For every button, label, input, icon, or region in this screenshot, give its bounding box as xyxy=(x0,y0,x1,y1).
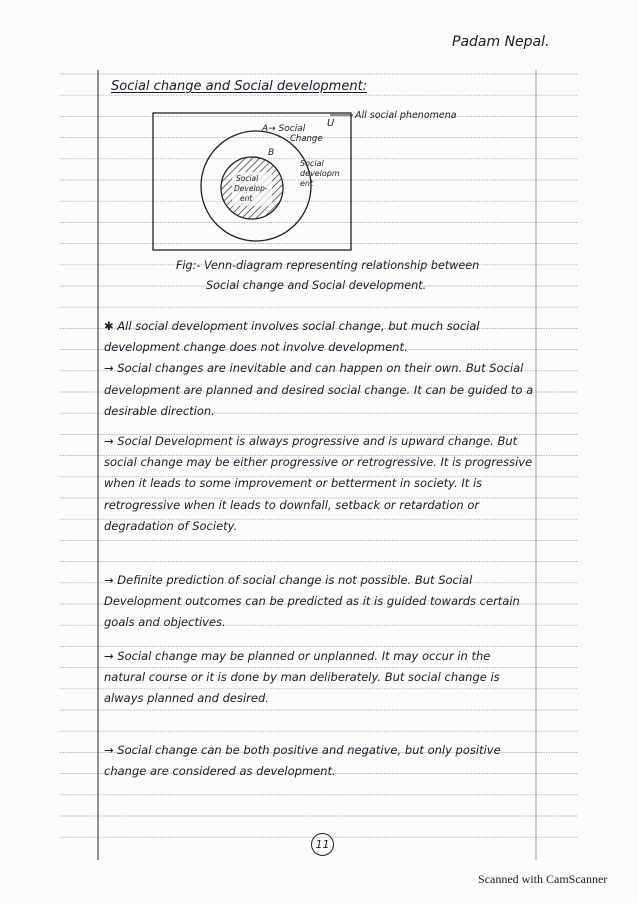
page-number: 11 xyxy=(311,833,334,856)
a-label: A→ Social xyxy=(262,124,306,134)
paragraph-6: → Social change can be both positive and negative, but only positive change are considered as development. xyxy=(104,743,501,779)
paragraph-3: → Social Development is always progressive and is upward change. But social change may be either progressive or retrogressive. It is progressive when it leads to some improvement or betterment in society. It is retrogressive when it leads to downfall, setback or retardation or degradation of Society. xyxy=(104,434,533,533)
paragraph-text: → Social changes are inevitable and can happen on their own. But Social development are planned and desired social change. It can be guided to a desirable direction. xyxy=(104,361,534,418)
caption-line-1: Fig:- Venn-diagram representing relationship between xyxy=(176,259,480,272)
a-label-2: Change xyxy=(290,134,323,144)
inner-label-1: Social xyxy=(236,174,259,183)
development-label-1: Social xyxy=(300,159,324,168)
paragraph-4: → Definite prediction of social change is not possible. But Social Development outcomes can be predicted as it is guided towards certain goals and objectives. xyxy=(104,573,520,630)
development-label-3: ent xyxy=(300,179,314,188)
outer-label: All social phenomena xyxy=(355,110,457,121)
author-name: Padam Nepal. xyxy=(452,34,550,50)
inner-label-3: ent xyxy=(240,194,253,203)
inner-label-2: Develop- xyxy=(234,184,268,193)
paragraph-1 xyxy=(104,316,534,422)
u-label: U xyxy=(327,118,335,129)
caption-line-2: Social change and Social development. xyxy=(206,279,427,292)
development-label-2: developm xyxy=(300,169,340,178)
b-label: B xyxy=(268,148,275,158)
paragraph-5: → Social change may be planned or unplanned. It may occur in the natural course or it is done by man deliberately. But social change is always planned and desired. xyxy=(104,649,500,706)
page-title: Social change and Social development: xyxy=(111,79,368,94)
scanner-watermark: Scanned with CamScanner xyxy=(478,872,608,886)
paragraph-text: ✱ All social development involves social change, but much social development change does not involve development. xyxy=(104,319,480,355)
figure-caption xyxy=(176,256,526,296)
